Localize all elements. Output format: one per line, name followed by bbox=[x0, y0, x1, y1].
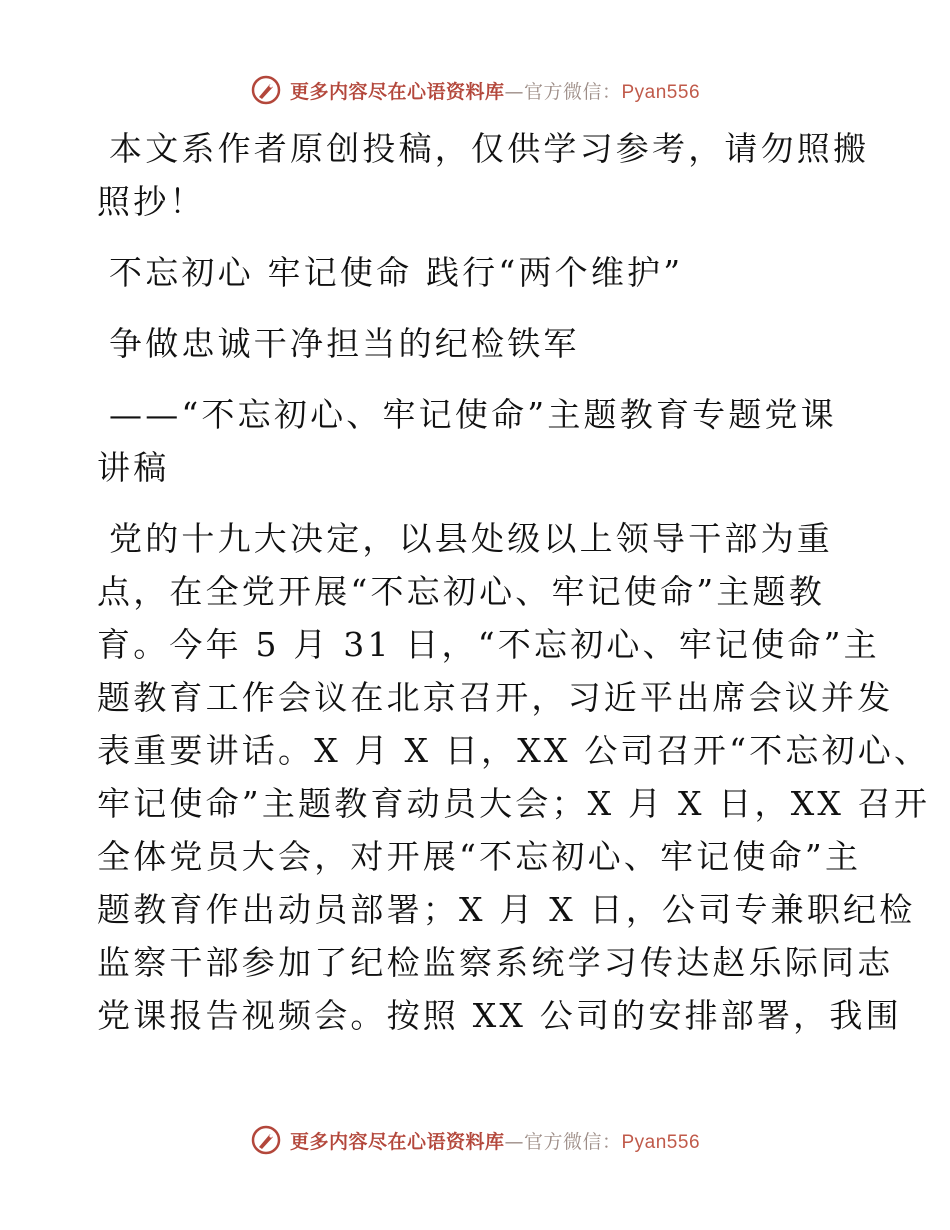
body-line: 牢记使命”主题教育动员大会；X 月 X 日，XX 召开 bbox=[97, 784, 931, 823]
document-subtitle bbox=[97, 388, 857, 494]
pen-nib-logo-icon bbox=[250, 74, 282, 106]
watermark-brand: 更多内容尽在心语资料库 bbox=[289, 80, 505, 103]
body-paragraph bbox=[97, 512, 931, 1042]
notice-line: 照抄！ bbox=[97, 182, 206, 221]
body-line: 表重要讲话。X 月 X 日，XX 公司召开“不忘初心、 bbox=[97, 731, 931, 770]
document-body bbox=[97, 122, 931, 1042]
body-line: 全体党员大会，对开展“不忘初心、牢记使命”主 bbox=[97, 837, 862, 876]
copyright-notice bbox=[97, 122, 870, 228]
watermark-separator: —官方微信： bbox=[504, 1130, 622, 1153]
body-line: 监察干部参加了纪检监察系统学习传达赵乐际同志 bbox=[97, 943, 894, 982]
body-line: 点，在全党开展“不忘初心、牢记使命”主题教 bbox=[97, 572, 825, 611]
document-title-line-1: 不忘初心 牢记使命 践行“两个维护” bbox=[109, 253, 684, 292]
watermark-brand: 更多内容尽在心语资料库 bbox=[289, 1130, 505, 1153]
document-title-line-2: 争做忠诚干净担当的纪检铁军 bbox=[109, 324, 580, 363]
subtitle-line: ——“不忘初心、牢记使命”主题教育专题党课 bbox=[109, 395, 837, 434]
footer-watermark-banner bbox=[0, 1120, 950, 1160]
watermark-separator: —官方微信： bbox=[504, 80, 622, 103]
header-watermark-banner bbox=[0, 70, 950, 110]
watermark-text bbox=[290, 1127, 700, 1154]
body-line: 党的十九大决定，以县处级以上领导干部为重 bbox=[109, 519, 833, 558]
body-line: 题教育工作会议在北京召开，习近平出席会议并发 bbox=[97, 678, 894, 717]
watermark-text bbox=[290, 77, 700, 104]
body-line: 党课报告视频会。按照 XX 公司的安排部署，我围 bbox=[97, 996, 902, 1035]
watermark-wechat-id: Pyan556 bbox=[621, 81, 701, 103]
pen-nib-logo-icon bbox=[250, 1124, 282, 1156]
body-line: 题教育作出动员部署；X 月 X 日，公司专兼职纪检 bbox=[97, 890, 916, 929]
body-line: 育。今年 5 月 31 日，“不忘初心、牢记使命”主 bbox=[97, 625, 880, 664]
notice-line: 本文系作者原创投稿，仅供学习参考，请勿照搬 bbox=[109, 129, 870, 168]
subtitle-line: 讲稿 bbox=[97, 448, 170, 487]
watermark-wechat-id: Pyan556 bbox=[621, 1131, 701, 1153]
